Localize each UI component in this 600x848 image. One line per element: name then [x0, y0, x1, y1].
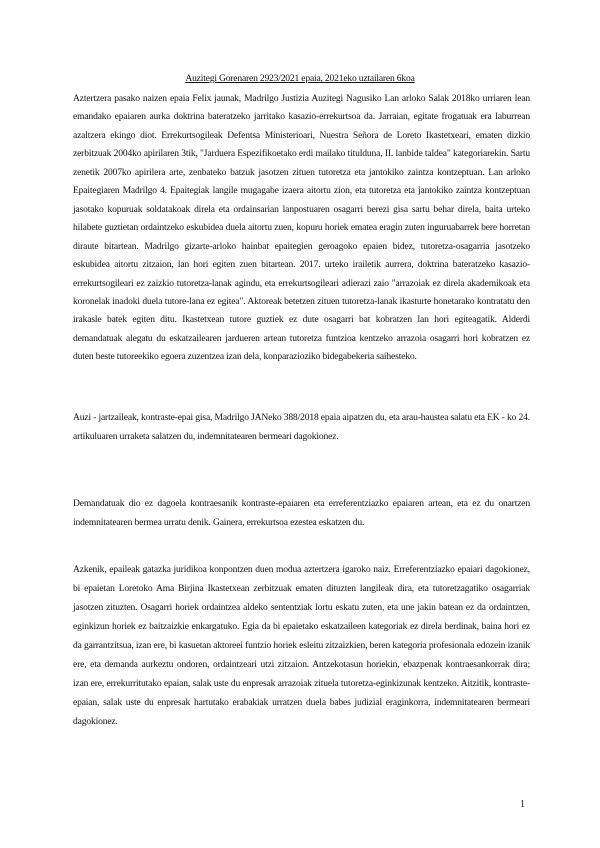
paragraph-defendant-response: Demandatuak dio ez dagoela kontraesanik kontraste-epaiaren eta erreferentziazko epaiaren artean, eta ez du onartzen indemnitatearen bermea urratu denik. Gainera, errekurtsoa ezestea eskatzen du. — [73, 498, 530, 528]
page-number: 1 — [520, 799, 525, 810]
document-title: Auzitegi Gorenaren 2923/2021 epaia, 2021eko uztailaren 6koa — [185, 73, 415, 84]
paragraph-case-facts: Aztertzera pasako naizen epaia Felix jaunak, Madrilgo Justizia Auzitegi Nagusiko Lan arloko Salak 2018ko urriaren lean emandako epaiaren aurka doktrina bateratzeko jarritako kasazio-errekurtsoa da. Jarraian, egitate frogatuak era laburrean azaltzera ekingo diot. Errekurtsogileak Defentsa Ministerioari, Nuestra Señora de Loreto Ikastetxeari, ematen dizkio zerbitzuak 2004ko apirilaren 3tik, "Jarduera Espezifikoetako erdi mailako titulduna, II. lanbide taldea" kategoriarekin. Sartu zenetik 2007ko apirilera arte, zenbateko batzuk jasotzen zituen tutoretza eta jantokiko zaintza kontzeptuan. Lan arloko Epaitegiaren Madrilgo 4. Epaitegiak langile mugagabe izaera aitortu zion, eta tutoretza eta jantokiko zaintza kontzeptuan jasotako kopuruak soldatakoak direla eta ordainsarian lanpostuaren osagarri berezi gisa sartu behar direla, baita urteko hilabete guztietan ordaintzeko eskubidea duela aitortu zuen, kopuru horiek ematea eragin zuten inguruabarrek bere horretan diraute bitartean. Madrilgo gizarte-arloko hainbat epaitegien geroagoko epaien bidez, tutoretza-osagarria jasotzeko eskubidea aitortu zitzaion, lan hori egiten zuen bitartean. 2017. urteko irailetik aurrera, doktrina bateratzeko kasazio-errekurtsogileari ez zaizkio tutoretza-lanak agindu, eta errekurtsogileari adierazi zaio "arrazoiak ez direla akademikoak eta koronelak inadoki duela tutore-lana ez egitea". Aktoreak betetzen zituen tutoretza-lanak ikasturte honetarako kontratatu den irakasle batek egiten ditu. Ikastetxean tutore guztiek ez dute osagarri bat kobratzen lan hori egiteagatik. Alderdi demandatuak alegatu du eskatzailearen jardueren artean tutoretza funtzioa kentzeko arrazoia osagarri hori kobratzen ez duten beste tutoreekiko egoera zuzentzea izan dela, konparazioziko bidegabekeria saihesteko. — [73, 93, 530, 363]
paragraph-appellant-claim: Auzi - jartzaileak, kontraste-epai gisa, Madrilgo JANeko 388/2018 epaia aipatzen du, eta arau-haustea salatu eta EK - ko 24. artikuluaren urraketa salatzen du, indemnitatearen bermeari dagokionez. — [73, 412, 530, 442]
paragraph-court-analysis: Azkenik, epaileak gatazka juridikoa konpontzen duen modua aztertzera igaroko naiz. Erreferentziazko epaiari dagokionez, bi epaietan Loretoko Ama Birjina Ikastetxean zerbitzuak ematen dituzten langileak dira, eta tutoretzagatiko osagarriak jasotzen zituzten. Osagarri horiek ordaintzea aldeko sententziak lortu eskatu zuten, eta une jakin batean ez da ordaintzen, eginkizun horiek ez baitzaizkie enkargatuko. Egia da bi epaietako eskatzaileen kategoriak ez direla berdinak, baina hori ez da garrantzitsua, izan ere, bi kasuetan aktoreei funtzio horiek esleitu zitzaizkien, beren kategoria profesionala edozein izanik ere, eta demanda aurkeztu ondoren, ordaintzeari utzi zitzaion. Antzekotasun horiekin, ebazpenak kontraesankorrak dira; izan ere, errekurritutako epaian, salak uste du enpresak arrazoiak zituela tutoretza-eginkizunak kentzeko. Aitzitik, kontraste-epaian, salak uste du enpresak hartutako erabakiak urratzen duela babes judizial eraginkorra, indemnitatearen bermeari dagokionez. — [73, 564, 530, 727]
